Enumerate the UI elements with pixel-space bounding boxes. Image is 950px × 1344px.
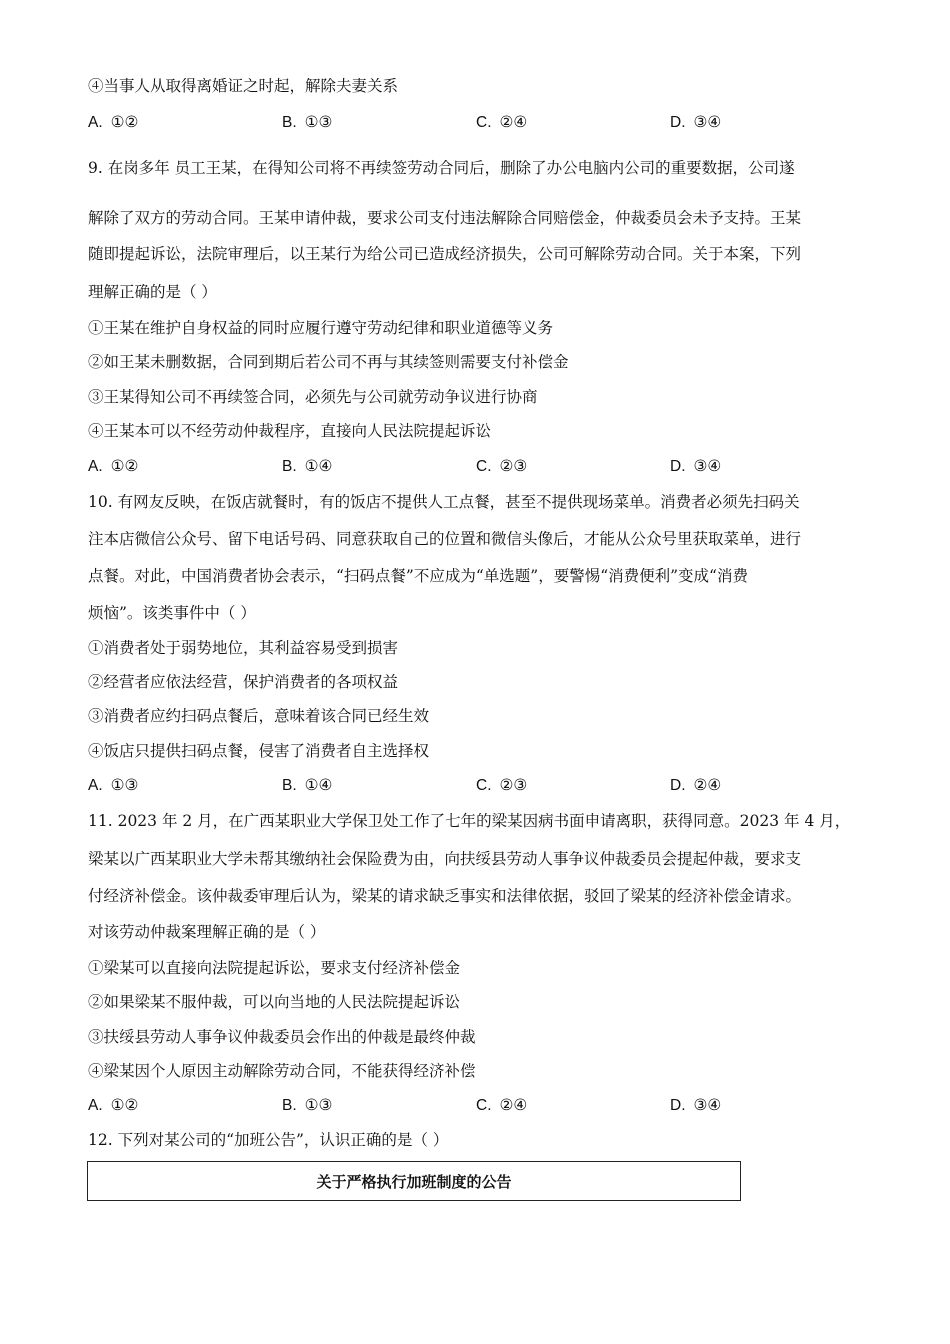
option-c: C. ②④ bbox=[476, 1096, 528, 1114]
option-a: A. ①② bbox=[88, 1096, 139, 1114]
q11-statement-3: ③扶绥县劳动人事争议仲裁委员会作出的仲裁是最终仲裁 bbox=[88, 1028, 476, 1046]
option-d: D. ②④ bbox=[670, 776, 722, 794]
q9-stem-line-4: 理解正确的是（ ） bbox=[88, 283, 217, 301]
q10-statement-2: ②经营者应依法经营，保护消费者的各项权益 bbox=[88, 673, 399, 691]
option-a: A. ①② bbox=[88, 113, 139, 131]
q12-stem: 12. 下列对某公司的“加班公告”，认识正确的是（ ） bbox=[88, 1131, 449, 1149]
q9-stem-line-2: 解除了双方的劳动合同。王某申请仲裁，要求公司支付违法解除合同赔偿金，仲裁委员会未予支持。王某 bbox=[88, 209, 802, 227]
option-a: A. ①② bbox=[88, 457, 139, 475]
q11-statement-4: ④梁某因个人原因主动解除劳动合同，不能获得经济补偿 bbox=[88, 1062, 476, 1080]
q9-options bbox=[88, 456, 848, 476]
q11-statement-2: ②如果梁某不服仲裁，可以向当地的人民法院提起诉讼 bbox=[88, 993, 461, 1011]
q9-statement-4: ④王某本可以不经劳动仲裁程序，直接向人民法院提起诉讼 bbox=[88, 422, 492, 440]
option-a: A. ①③ bbox=[88, 776, 139, 794]
q10-statement-1: ①消费者处于弱势地位，其利益容易受到损害 bbox=[88, 639, 399, 657]
q8-options bbox=[88, 112, 848, 132]
option-b: B. ①④ bbox=[282, 457, 333, 475]
q10-options bbox=[88, 775, 848, 795]
option-d: D. ③④ bbox=[670, 113, 722, 131]
option-d: D. ③④ bbox=[670, 457, 722, 475]
q11-statement-1: ①梁某可以直接向法院提起诉讼，要求支付经济补偿金 bbox=[88, 959, 461, 977]
q9-statement-3: ③王某得知公司不再续签合同，必须先与公司就劳动争议进行协商 bbox=[88, 388, 538, 406]
option-b: B. ①④ bbox=[282, 776, 333, 794]
q11-options bbox=[88, 1095, 848, 1115]
q11-stem-line-2: 梁某以广西某职业大学未帮其缴纳社会保险费为由，向扶绥县劳动人事争议仲裁委员会提起仲裁，要求支 bbox=[88, 850, 802, 868]
option-b: B. ①③ bbox=[282, 1096, 333, 1114]
q8-statement-4: ④当事人从取得离婚证之时起，解除夫妻关系 bbox=[88, 77, 399, 95]
q10-statement-3: ③消费者应约扫码点餐后，意味着该合同已经生效 bbox=[88, 707, 430, 725]
option-b: B. ①③ bbox=[282, 113, 333, 131]
option-c: C. ②④ bbox=[476, 113, 528, 131]
q9-stem-line-3: 随即提起诉讼，法院审理后，以王某行为给公司已造成经济损失，公司可解除劳动合同。关于本案，下列 bbox=[88, 245, 802, 263]
option-d: D. ③④ bbox=[670, 1096, 722, 1114]
option-c: C. ②③ bbox=[476, 776, 528, 794]
q10-stem-line-4: 烦恼”。该类事件中（ ） bbox=[88, 604, 256, 622]
q9-stem-line-1: 9. 在岗多年 员工王某，在得知公司将不再续签劳动合同后，删除了办公电脑内公司的重要数据，公司遂 bbox=[88, 159, 795, 177]
q10-stem-line-1: 10. 有网友反映，在饭店就餐时，有的饭店不提供人工点餐，甚至不提供现场菜单。消费者必须先扫码关 bbox=[88, 493, 800, 511]
q11-stem-line-4: 对该劳动仲裁案理解正确的是（ ） bbox=[88, 923, 326, 941]
notice-box bbox=[87, 1161, 741, 1201]
q11-stem-line-1: 11. 2023 年 2 月，在广西某职业大学保卫处工作了七年的梁某因病书面申请离职，获得同意。2023 年 4 月， bbox=[88, 812, 851, 830]
q10-statement-4: ④饭店只提供扫码点餐，侵害了消费者自主选择权 bbox=[88, 742, 430, 760]
option-c: C. ②③ bbox=[476, 457, 528, 475]
q10-stem-line-3: 点餐。对此，中国消费者协会表示，“扫码点餐”不应成为“单选题”，要警惕“消费便利”变成“消费 bbox=[88, 567, 748, 585]
q9-statement-1: ①王某在维护自身权益的同时应履行遵守劳动纪律和职业道德等义务 bbox=[88, 319, 554, 337]
notice-title: 关于严格执行加班制度的公告 bbox=[316, 1172, 512, 1191]
q9-statement-2: ②如王某未删数据，合同到期后若公司不再与其续签则需要支付补偿金 bbox=[88, 353, 569, 371]
q10-stem-line-2: 注本店微信公众号、留下电话号码、同意获取自己的位置和微信头像后，才能从公众号里获取菜单，进行 bbox=[88, 530, 802, 548]
q11-stem-line-3: 付经济补偿金。该仲裁委审理后认为，梁某的请求缺乏事实和法律依据，驳回了梁某的经济补偿金请求。 bbox=[88, 887, 802, 905]
